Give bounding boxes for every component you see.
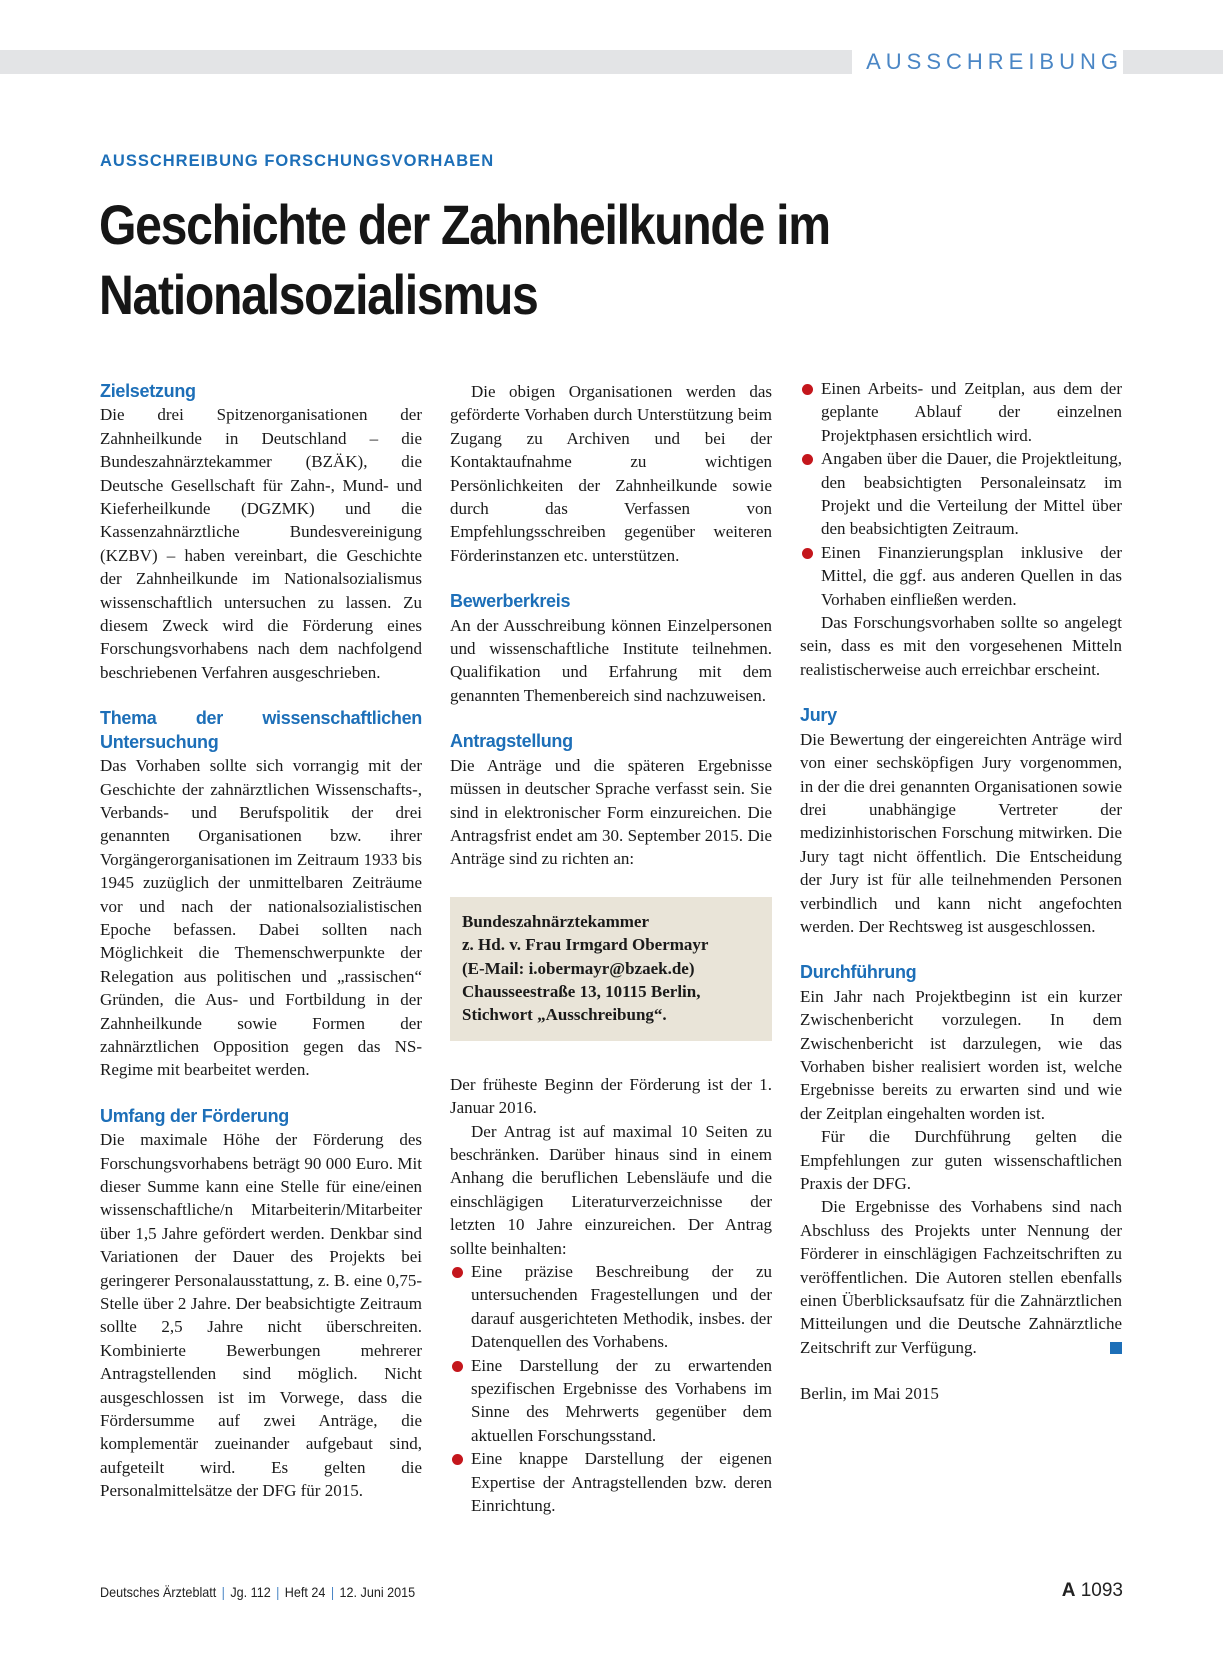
address-line: Stichwort „Ausschreibung“. [462,1005,667,1025]
column-2 [450,380,772,1517]
list-item: Einen Finanzierungsplan inklusive der Mittel, die ggf. aus anderen Quellen in das Vorhaben einfließen werden. [800,541,1122,611]
paragraph-durchfuehrung-3-text: Die Ergebnisse des Vorhabens sind nach Abschluss des Projekts unter Nennung der Förderer in einschlägigen Fachzeitschriften zu veröffentlichen. Die Autoren stellen ebenfalls einen Überblicksaufsatz für die Zahnärztlichen Mitteilungen und die Deutsche Zahnärztliche Zeitschrift zur Verfügung. [800,1197,1122,1357]
separator: | [221,1584,225,1600]
requirements-list [450,1260,772,1517]
issue-date: 12. Juni 2015 [339,1584,416,1600]
heading-antragstellung: Antragstellung [450,731,573,752]
article-title: Geschichte der Zahnheilkunde im Nationalsozialismus [99,193,830,326]
end-mark-icon [1110,1342,1122,1354]
heading-bewerberkreis: Bewerberkreis [450,591,571,612]
separator: | [276,1584,280,1600]
column-3 [800,377,1122,1406]
list-item: Eine präzise Beschreibung der zu untersuchenden Fragestellungen und der darauf ausgerichteten Methodik, insbes. der Datenquellen des Vorhabens. [450,1260,772,1354]
article-kicker: AUSSCHREIBUNG FORSCHUNGSVORHABEN [100,152,495,170]
paragraph-jury: Die Bewertung der eingereichten Anträge wird von einer sechsköpfigen Jury vorgenommen, in der die drei genannten Organisationen sowie drei unabhängige Vertreter der medizinhistorischen Forschung mitwirken. Die Jury tagt nicht öffentlich. Die Entscheidung der Jury ist für alle teilnehmenden Personen verbindlich und kann nicht angefochten werden. Der Rechtsweg ist ausgeschlossen. [800,729,1122,936]
paragraph-unterstuetzung: Die obigen Organisationen werden das geförderte Vorhaben durch Unterstützung beim Zugang zu Archiven und bei der Kontaktaufnahme zu wichtigen Persönlichkeiten der Zahnheilkunde sowie durch das Verfassen von Empfehlungsschreiben gegenüber weiteren Förderinstanzen etc. unterstützen. [450,382,772,565]
heading-thema: Thema der wissenschaftlichen Untersuchung [100,708,422,752]
paragraph-durchfuehrung-2: Für die Durchführung gelten die Empfehlungen zur guten wissenschaftlichen Praxis der DFG. [800,1127,1122,1193]
list-item: Angaben über die Dauer, die Projektleitung, den beabsichtigten Personaleinsatz im Projekt und die Verteilung der Mittel über den beabsichtigten Zeitraum. [800,447,1122,541]
list-item: Eine knappe Darstellung der eigenen Expertise der Antragstellenden bzw. deren Einrichtung. [450,1447,772,1517]
place-date: Berlin, im Mai 2015 [800,1384,939,1404]
paragraph-seiten: Der Antrag ist auf maximal 10 Seiten zu beschränken. Darüber hinaus sind in einem Anhang die beruflichen Lebensläufe und die einschlägigen Literaturverzeichnisse der letzten 10 Jahre einzureichen. Der Antrag sollte beinhalten: [450,1121,772,1258]
journal-name: Deutsches Ärzteblatt [100,1584,217,1600]
heading-zielsetzung: Zielsetzung [100,381,196,401]
paragraph-forschungsvorhaben: Das Forschungsvorhaben sollte so angelegt sein, dass es mit den vorgesehenen Mitteln realistischerweise auch erreichbar erscheint. [800,613,1122,679]
column-1 [100,380,422,1503]
footer-citation [100,1584,415,1600]
heading-jury: Jury [800,705,837,726]
heading-umfang: Umfang der Förderung [100,1105,290,1126]
paragraph-durchfuehrung-3 [800,1195,1122,1359]
requirements-list-continued [800,377,1122,611]
issue: Heft 24 [284,1584,326,1600]
list-item: Einen Arbeits- und Zeitplan, aus dem der geplante Ablauf der einzelnen Projektphasen ersichtlich wird. [800,377,1122,447]
paragraph-thema: Das Vorhaben sollte sich vorrangig mit der Geschichte der zahnärztlichen Wissenschafts-, Verbands- und Berufspolitik der drei genannten Organisationen bzw. ihrer Vorgängerorganisationen im Zeitraum 1933 bis 1945 zuzüglich der unmittelbaren Zeiträume vor und nach der nationalsozialistischen Epoche befassen. Dabei sollten nach Möglichkeit die Themenschwerpunkte der Relegation aus politischen und „rassischen“ Gründen, die Aus- und Fortbildung in der Zahnheilkunde sowie Formen der zahnärztlichen Opposition gegen das NS-Regime mit bearbeitet werden. [100,756,422,1080]
paragraph-beginn: Der früheste Beginn der Förderung ist der 1. Januar 2016. [450,1074,772,1118]
separator: | [330,1584,335,1600]
section-label: AUSSCHREIBUNG [852,48,1123,76]
page-number [1062,1580,1123,1602]
list-item: Eine Darstellung der zu erwartenden spezifischen Ergebnisse des Vorhabens im Sinne des Mehrwerts gegenüber dem aktuellen Forschungsstand. [450,1354,772,1448]
page-number-value: 1093 [1080,1580,1123,1601]
address-line: z. Hd. v. Frau Irmgard Obermayr [462,935,709,955]
paragraph-antragstellung: Die Anträge und die späteren Ergebnisse müssen in deutscher Sprache verfasst sein. Sie sind in elektronischer Form einzureichen. Die Antragsfrist endet am 30. September 2015. Die Anträge sind zu richten an: [450,755,772,869]
address-box [450,897,772,1041]
paragraph-durchfuehrung-1: Ein Jahr nach Projektbeginn ist ein kurzer Zwischenbericht vorzulegen. In dem Zwischenbericht ist darzulegen, wie das Vorhaben bisher realisiert worden ist, welche Ergebnisse bereits zu erwarten sind und wie der Zeitplan eingehalten worden ist. [800,986,1122,1123]
address-line: Chausseestraße 13, 10115 Berlin, [462,981,701,1001]
page-prefix: A [1061,1580,1076,1601]
address-line: Bundeszahnärztekammer [462,911,649,931]
address-email: (E-Mail: i.obermayr@bzaek.de) [462,958,695,978]
paragraph-umfang: Die maximale Höhe der Förderung des Forschungsvorhabens beträgt 90 000 Euro. Mit dieser Summe kann eine Stelle für eine/einen wissenschaftliche/n Mitarbeiterin/Mitarbeiter über 1,5 Jahre gefördert werden. Denkbar sind Variationen der Dauer des Projekts bei geringerer Personalausstattung, z. B. eine 0,75-Stelle über 2 Jahre. Der beabsichtigte Zeitraum sollte 2,5 Jahre nicht überschreiten. Kombinierte Bewerbungen mehrerer Antragstellenden sind möglich. Nicht ausgeschlossen ist im Vorwege, dass die Fördersumme auf zwei Anträge, die komplementär zueinander aufgebaut sind, aufgeteilt wird. Es gelten die Personalmittelsätze der DFG für 2015. [100,1130,422,1501]
heading-durchfuehrung: Durchführung [800,962,917,983]
volume: Jg. 112 [230,1584,271,1600]
paragraph-bewerberkreis: An der Ausschreibung können Einzelpersonen und wissenschaftliche Institute teilnehmen. Qualifikation und Erfahrung mit dem genannten Themenbereich sind nachzuweisen. [450,615,772,705]
paragraph-zielsetzung: Die drei Spitzenorganisationen der Zahnheilkunde in Deutschland – die Bundeszahnärztekammer (BZÄK), die Deutsche Gesellschaft für Zahn-, Mund- und Kieferheilkunde (DGZMK) und die Kassenzahnärztliche Bundesvereinigung (KZBV) – haben vereinbart, die Geschichte der Zahnheilkunde im Nationalsozialismus wissenschaftlich untersuchen zu lassen. Zu diesem Zweck wird die Förderung eines Forschungsvorhabens nach dem nachfolgend beschriebenen Verfahren ausgeschrieben. [100,405,422,682]
